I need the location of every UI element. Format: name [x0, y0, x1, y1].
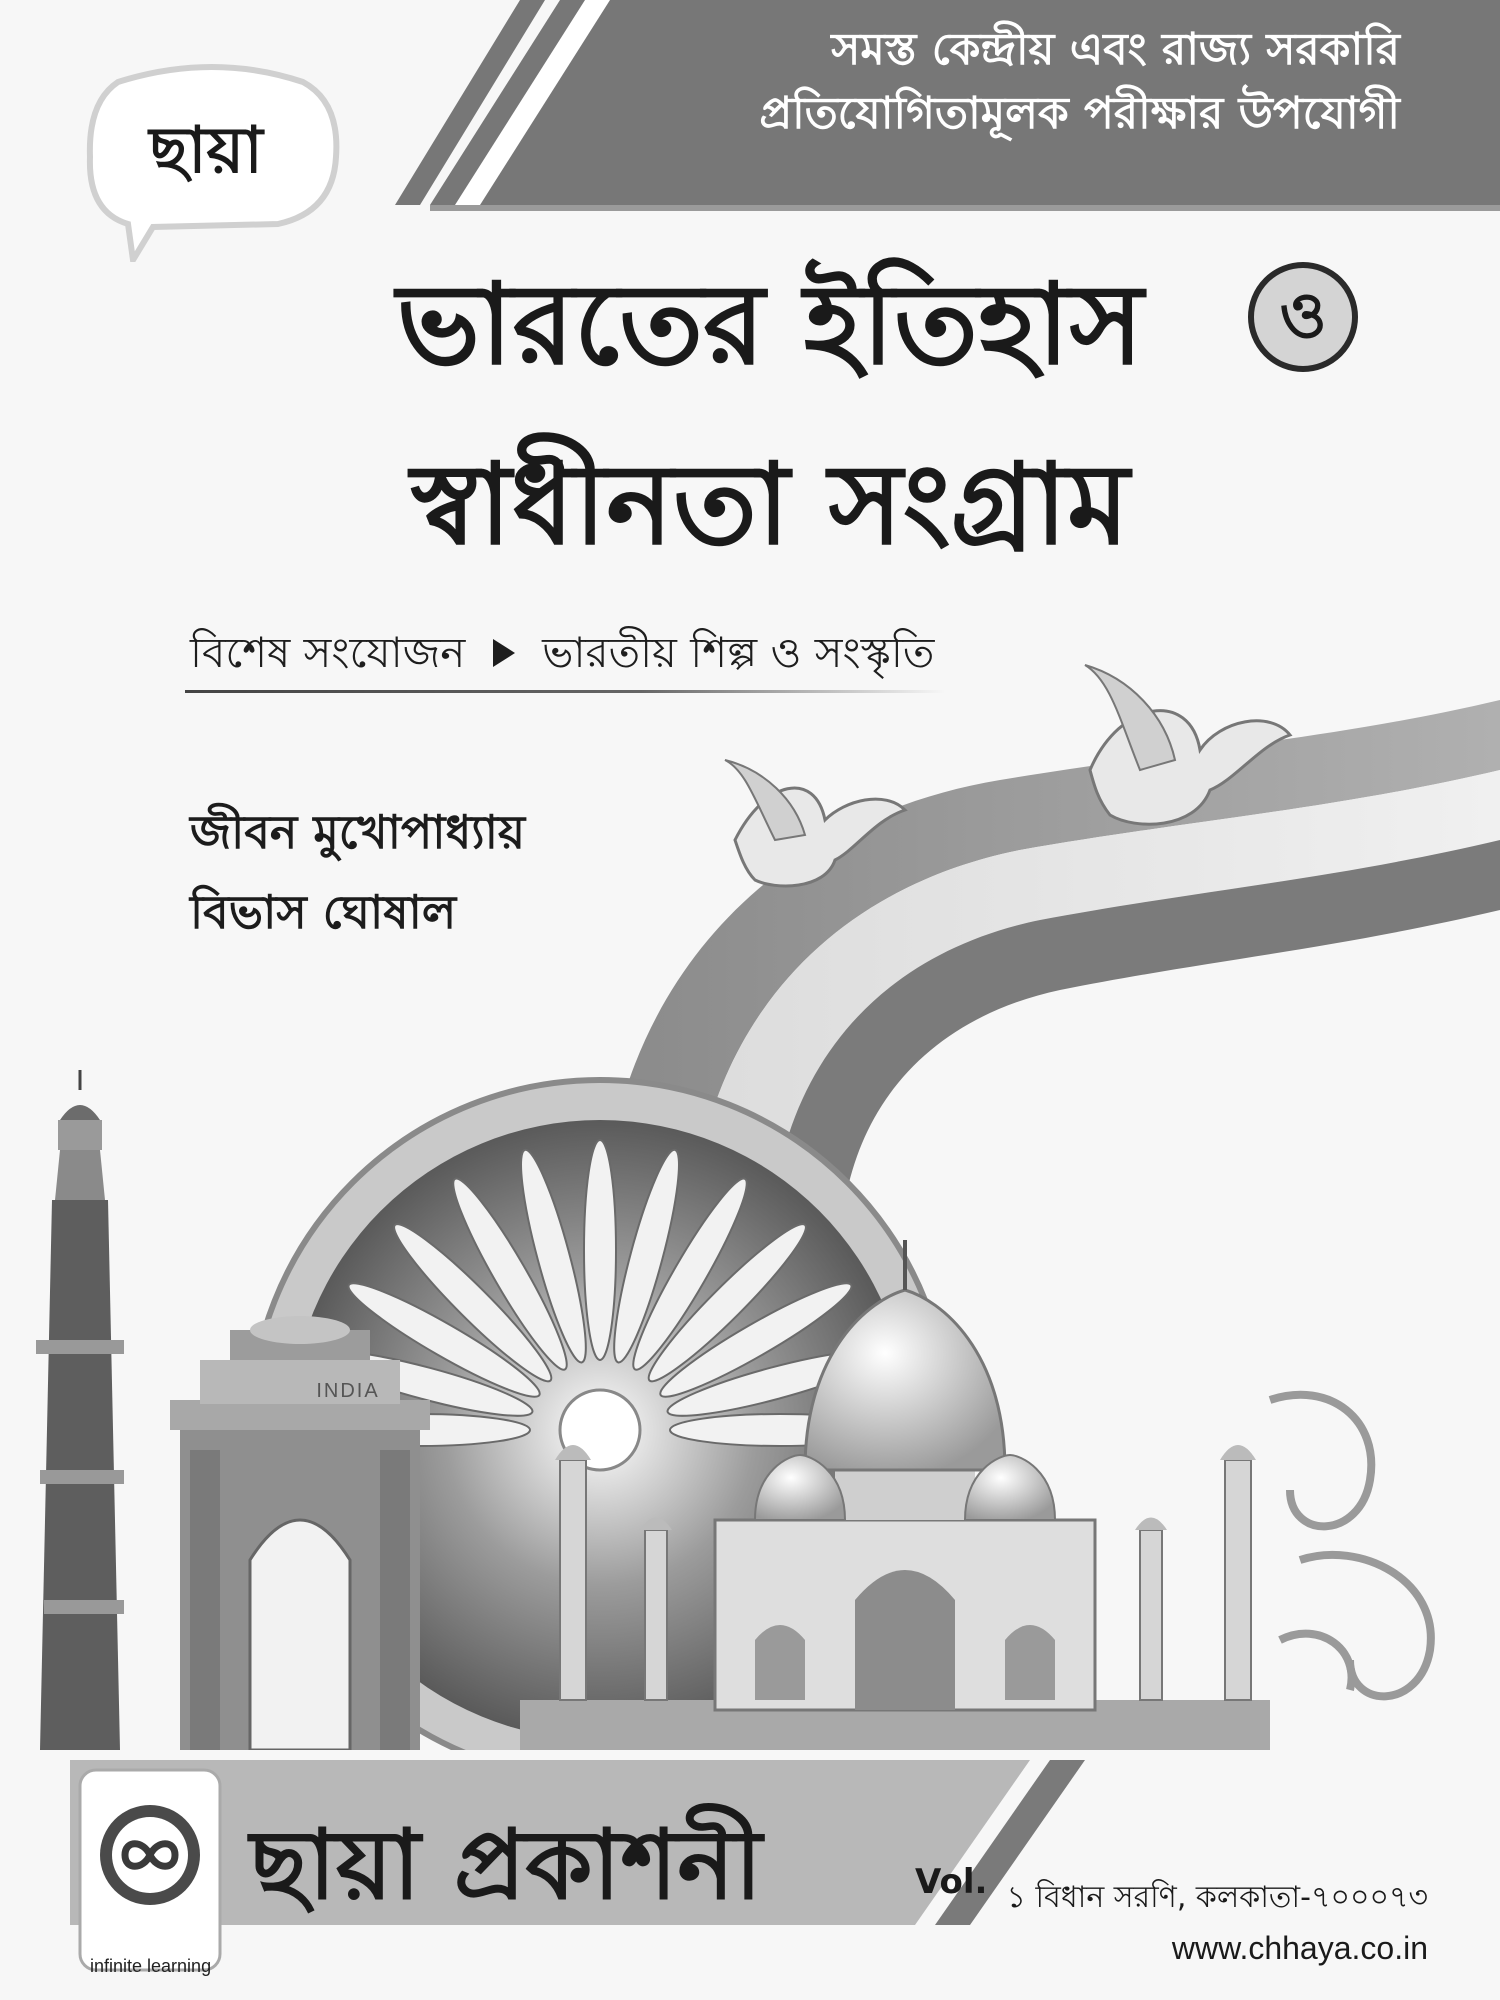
subtitle-label: বিশেষ সংযোজন [190, 627, 466, 677]
title-line1 [140, 250, 1400, 400]
author-2: বিভাস ঘোষাল [190, 885, 457, 939]
title-connector-circle: ও [1248, 262, 1358, 372]
exam-note-line2: প্রতিযোগিতামূলক পরীক্ষার উপযোগী [759, 88, 1400, 139]
title-line1-text: ভারতের ইতিহাস [396, 260, 1144, 390]
decorative-swirl [1270, 1395, 1431, 1697]
infinity-icon [95, 1800, 205, 1910]
author-1: জীবন মুখোপাধ্যায় [190, 805, 526, 859]
exam-note-line1: সমস্ত কেন্দ্রীয় এবং রাজ্য সরকারি [831, 24, 1400, 75]
subtitle-topic: ভারতীয় শিল্প ও সংস্কৃতি [542, 627, 935, 677]
publisher-address: ১ বিধান সরণি, কলকাতা-৭০০০৭৩ [1006, 1880, 1428, 1915]
title-line2: স্বাধীনতা সংগ্রাম [410, 440, 1130, 570]
india-gate-inscription: INDIA [316, 1380, 380, 1402]
qutub-minar [36, 1070, 124, 1750]
logo-wordmark: ছায়া [149, 114, 263, 188]
publisher-name: ছায়া প্রকাশনী [250, 1809, 763, 1921]
exam-suitability-note [640, 18, 1400, 146]
publisher-tag: Vol. [915, 1862, 988, 1902]
infinite-learning-caption: infinite learning [90, 1956, 212, 1976]
heritage-illustration [0, 660, 1500, 1750]
publisher-website: www.chhaya.co.in [1171, 1930, 1428, 1966]
